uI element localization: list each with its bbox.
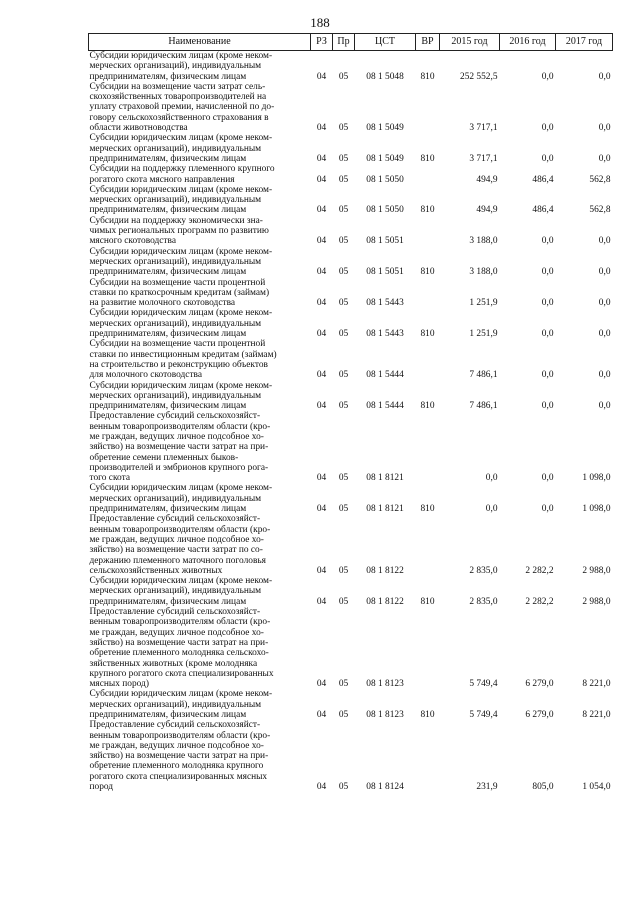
row-value-2017: 1 098,0 [582, 504, 611, 515]
row-value-2017: 1 054,0 [582, 782, 611, 793]
row-pr: 05 [338, 370, 349, 381]
row-vr [416, 164, 440, 185]
row-value-2015: 3 188,0 [469, 267, 498, 278]
row-pr: 05 [338, 267, 349, 278]
row-pr: 05 [338, 565, 349, 576]
row-value-2015: 7 486,1 [469, 401, 498, 412]
row-pr: 05 [338, 710, 349, 720]
row-cst: 08 1 5444 [366, 370, 404, 381]
row-value-2016: 0,0 [541, 298, 554, 309]
row-cst: 08 1 5444 [366, 401, 404, 412]
row-pr: 05 [338, 596, 349, 607]
row-cst: 08 1 8122 [366, 565, 404, 576]
row-name: Субсидии юридическим лицам (кроме неком- мерческих организаций), индивидуальным предпринимателям, физическим лицам [89, 133, 273, 164]
row-pr: 05 [338, 71, 349, 82]
row-value-2015: 0,0 [485, 473, 498, 484]
row-cst: 08 1 5051 [366, 236, 404, 247]
row-value-2015: 231,9 [476, 782, 498, 793]
row-name: Субсидии юридическим лицам (кроме неком- мерческих организаций), индивидуальным предпринимателям, физическим лицам [89, 308, 273, 340]
row-value-2017: 0,0 [598, 267, 611, 278]
row-name: Субсидии на возмещение части затрат сель- скохозяйственных товаропроизводителей на уплату страховой премии, начисленной по до- говору сельскохозяйственного страхования в области животноводства [89, 81, 275, 134]
row-value-2017: 0,0 [598, 71, 611, 82]
row-value-2015: 1 251,9 [469, 298, 498, 309]
row-rz: 04 [316, 473, 327, 484]
row-value-2016: 486,4 [532, 174, 554, 185]
table-row [89, 133, 613, 164]
row-value-2015: 7 486,1 [469, 370, 498, 381]
row-pr: 05 [338, 236, 349, 247]
table-body [89, 51, 613, 793]
row-value-2016: 0,0 [541, 504, 554, 515]
row-rz: 04 [316, 401, 327, 412]
row-value-2015: 3 717,1 [469, 123, 498, 134]
row-cst: 08 1 8123 [366, 679, 404, 690]
row-pr: 05 [338, 504, 349, 515]
row-pr: 05 [338, 123, 349, 134]
row-vr: 810 [420, 71, 435, 82]
row-value-2015: 252 552,5 [460, 71, 498, 82]
row-value-2017: 0,0 [598, 401, 611, 412]
row-pr: 05 [338, 401, 349, 412]
header-2016: 2016 год [500, 34, 556, 51]
row-vr: 810 [420, 710, 435, 720]
row-value-2016: 805,0 [532, 782, 554, 793]
row-value-2015: 494,9 [476, 174, 498, 185]
row-cst: 08 1 8121 [366, 504, 404, 515]
table-header-row [89, 34, 613, 51]
row-rz: 04 [316, 174, 327, 185]
row-value-2017: 0,0 [598, 236, 611, 247]
row-pr: 05 [338, 174, 349, 185]
row-cst: 08 1 8122 [366, 596, 404, 607]
row-value-2015: 1 251,9 [469, 329, 498, 340]
row-value-2017: 0,0 [598, 123, 611, 134]
row-rz: 04 [316, 565, 327, 576]
row-value-2015: 3 188,0 [469, 236, 498, 247]
row-name: Субсидии юридическим лицам (кроме неком- мерческих организаций), индивидуальным предпринимателям, физическим лицам [89, 689, 273, 720]
row-pr: 05 [338, 679, 349, 690]
row-value-2015: 0,0 [485, 504, 498, 515]
row-value-2017: 8 221,0 [582, 710, 611, 720]
row-rz: 04 [316, 236, 327, 247]
row-value-2017: 0,0 [598, 298, 611, 309]
row-value-2017: 0,0 [598, 370, 611, 381]
table-row [89, 720, 613, 792]
table-row [89, 689, 613, 720]
row-value-2016: 2 282,2 [525, 596, 554, 607]
row-name: Предоставление субсидий сельскохозяйст- венным товаропроизводителям области (кро- ме граждан, ведущих личное подсобное хо- зяйство) на возмещение части затрат на при- обретение племенного молодняка сельскохо- зяйственных животных (кроме молодняка крупного рогатого скота специализированных мясных пород) [89, 607, 274, 690]
row-cst: 08 1 5443 [366, 329, 404, 340]
table-row [89, 278, 613, 309]
row-name: Предоставление субсидий сельскохозяйст- венным товаропроизводителям области (кро- ме граждан, ведущих личное подсобное хо- зяйство) на возмещение части затрат на при- обретение племенного молодняка крупного рогатого скота специализированных мясных пород [89, 720, 271, 793]
row-value-2015: 494,9 [476, 205, 498, 216]
row-value-2016: 0,0 [541, 473, 554, 484]
row-value-2017: 2 988,0 [582, 596, 611, 607]
row-name: Субсидии юридическим лицам (кроме неком- мерческих организаций), индивидуальным предпринимателям, физическим лицам [89, 483, 273, 515]
row-vr: 810 [420, 401, 435, 412]
row-pr: 05 [338, 782, 349, 793]
row-vr [416, 278, 440, 309]
row-value-2016: 486,4 [532, 205, 554, 216]
row-cst: 08 1 5049 [366, 123, 404, 134]
table-row [89, 411, 613, 483]
row-cst: 08 1 5049 [366, 153, 404, 164]
row-name: Субсидии юридическим лицам (кроме неком- мерческих организаций), индивидуальным предпринимателям, физическим лицам [89, 184, 273, 216]
table-row [89, 185, 613, 216]
row-pr: 05 [338, 205, 349, 216]
row-pr: 05 [338, 298, 349, 309]
row-vr [416, 607, 440, 689]
row-pr: 05 [338, 153, 349, 164]
row-value-2017: 562,8 [589, 174, 611, 185]
row-vr [416, 411, 440, 483]
header-pr: Пр [333, 34, 355, 51]
row-name: Субсидии на возмещение части процентной ставки по краткосрочным кредитам (займам) на развитие молочного скотоводства [89, 277, 270, 309]
row-vr: 810 [420, 596, 435, 607]
row-vr [416, 339, 440, 380]
row-rz: 04 [316, 679, 327, 690]
row-name: Субсидии юридическим лицам (кроме неком- мерческих организаций), индивидуальным предпринимателям, физическим лицам [89, 51, 273, 82]
row-value-2017: 562,8 [589, 205, 611, 216]
row-rz: 04 [316, 71, 327, 82]
row-value-2015: 3 717,1 [469, 153, 498, 164]
header-name: Наименование [89, 34, 311, 51]
row-pr: 05 [338, 329, 349, 340]
row-vr [416, 514, 440, 576]
row-vr: 810 [420, 153, 435, 164]
row-vr: 810 [420, 267, 435, 278]
row-name: Предоставление субсидий сельскохозяйст- венным товаропроизводителям области (кро- ме граждан, ведущих личное подсобное хо- зяйство) на возмещение части затрат на при- обретение семени племенных быков- производителей и эмбрионов крупного рога- того скота [89, 411, 271, 484]
table-row [89, 483, 613, 514]
row-value-2016: 0,0 [541, 401, 554, 412]
header-2017: 2017 год [556, 34, 613, 51]
budget-table [88, 33, 613, 792]
row-value-2016: 0,0 [541, 329, 554, 340]
table-row [89, 164, 613, 185]
page-number: 188 [310, 15, 330, 30]
row-name: Предоставление субсидий сельскохозяйст- венным товаропроизводителям области (кро- ме граждан, ведущих личное подсобное хо- зяйство) на возмещение части затрат по со- держанию племенного маточного поголовья сельскохозяйственных животных [89, 514, 271, 576]
table-row [89, 308, 613, 339]
row-cst: 08 1 5048 [366, 71, 404, 82]
row-value-2017: 1 098,0 [582, 473, 611, 484]
row-cst: 08 1 5443 [366, 298, 404, 309]
row-value-2016: 0,0 [541, 370, 554, 381]
table-row [89, 381, 613, 412]
row-value-2015: 2 835,0 [469, 596, 498, 607]
row-cst: 08 1 5051 [366, 267, 404, 278]
row-value-2015: 2 835,0 [469, 565, 498, 576]
row-value-2017: 2 988,0 [582, 565, 611, 576]
row-name: Субсидии юридическим лицам (кроме неком- мерческих организаций), индивидуальным предпринимателям, физическим лицам [89, 380, 273, 412]
row-value-2015: 5 749,4 [469, 679, 498, 690]
row-vr [416, 216, 440, 247]
row-value-2016: 0,0 [541, 236, 554, 247]
row-cst: 08 1 8123 [366, 710, 404, 720]
row-rz: 04 [316, 123, 327, 134]
table-row [89, 51, 613, 82]
row-cst: 08 1 5050 [366, 205, 404, 216]
row-cst: 08 1 8124 [366, 782, 404, 793]
row-rz: 04 [316, 267, 327, 278]
row-value-2017: 0,0 [598, 329, 611, 340]
row-vr: 810 [420, 329, 435, 340]
row-rz: 04 [316, 205, 327, 216]
header-2015: 2015 год [440, 34, 500, 51]
row-value-2016: 6 279,0 [525, 679, 554, 690]
table-row [89, 607, 613, 689]
row-value-2016: 2 282,2 [525, 565, 554, 576]
table-row [89, 576, 613, 607]
table-row [89, 514, 613, 576]
row-value-2016: 6 279,0 [525, 710, 554, 720]
row-rz: 04 [316, 153, 327, 164]
row-value-2016: 0,0 [541, 267, 554, 278]
header-cst: ЦСТ [355, 34, 416, 51]
row-rz: 04 [316, 370, 327, 381]
row-rz: 04 [316, 298, 327, 309]
header-rz: РЗ [311, 34, 333, 51]
row-value-2017: 8 221,0 [582, 679, 611, 690]
row-pr: 05 [338, 473, 349, 484]
row-rz: 04 [316, 504, 327, 515]
table-row [89, 216, 613, 247]
table-row [89, 247, 613, 278]
row-rz: 04 [316, 782, 327, 793]
row-vr [416, 720, 440, 792]
table-row [89, 82, 613, 133]
row-name: Субсидии на возмещение части процентной ставки по инвестиционным кредитам (займам) на строительство и реконструкцию объектов для молочного скотоводства [89, 339, 277, 381]
row-value-2016: 0,0 [541, 153, 554, 164]
row-value-2017: 0,0 [598, 153, 611, 164]
row-name: Субсидии на поддержку племенного крупного рогатого скота мясного направления [89, 164, 275, 185]
row-rz: 04 [316, 329, 327, 340]
row-name: Субсидии юридическим лицам (кроме неком- мерческих организаций), индивидуальным предпринимателям, физическим лицам [89, 576, 273, 607]
row-cst: 08 1 8121 [366, 473, 404, 484]
row-name: Субсидии на поддержку экономически зна- чимых региональных программ по развитию мясного скотоводства [89, 215, 269, 247]
header-vr: ВР [416, 34, 440, 51]
row-vr: 810 [420, 205, 435, 216]
row-cst: 08 1 5050 [366, 174, 404, 185]
row-name: Субсидии юридическим лицам (кроме неком- мерческих организаций), индивидуальным предпринимателям, физическим лицам [89, 246, 273, 278]
row-value-2016: 0,0 [541, 123, 554, 134]
row-rz: 04 [316, 710, 327, 720]
row-vr [416, 82, 440, 133]
row-value-2015: 5 749,4 [469, 710, 498, 720]
row-rz: 04 [316, 596, 327, 607]
row-value-2016: 0,0 [541, 71, 554, 82]
table-row [89, 339, 613, 380]
row-vr: 810 [420, 504, 435, 515]
